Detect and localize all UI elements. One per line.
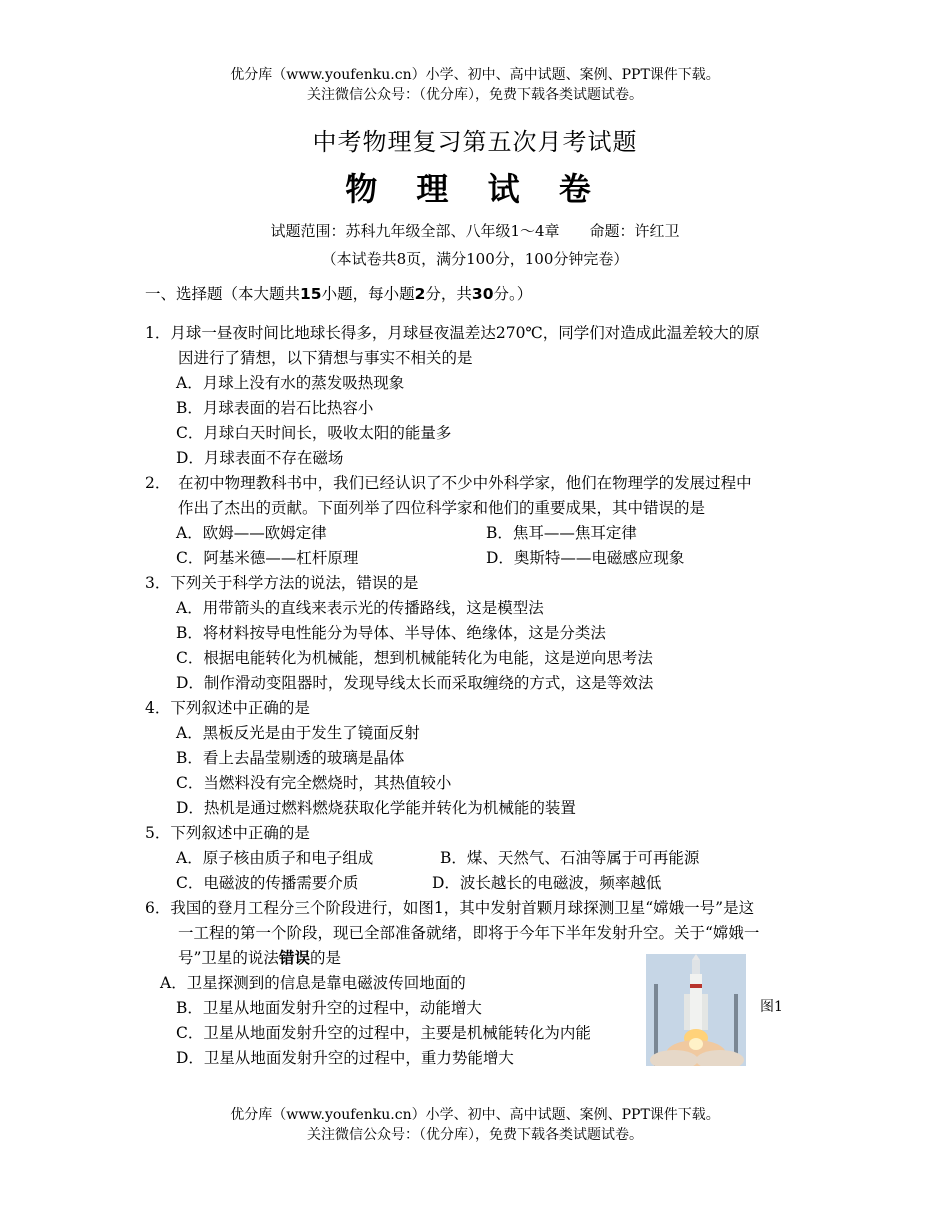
rocket-icon [646,954,746,1066]
q5-option-a: A．原子核由质子和电子组成 [176,849,374,867]
q1-stem: 1．月球一昼夜时间比地球长得多，月球昼夜温差达270℃，同学们对造成此温差较大的原 [145,324,760,342]
q5-stem: 5．下列叙述中正确的是 [145,824,310,842]
q1-stem-cont: 因进行了猜想，以下猜想与事实不相关的是 [178,349,473,367]
footer-line-1: 优分库（www.youfenku.cn）小学、初中、高中试题、案例、PPT课件下载。 [230,1107,720,1123]
q3-option-d: D．制作滑动变阻器时，发现导线太长而采取缠绕的方式，这是等效法 [176,674,654,692]
exam-note: （本试卷共8页，满分100分，100分钟完卷） [321,250,629,268]
exam-subject-title: 物 理 试 卷 [345,170,605,208]
q2-stem: 2． 在初中物理教科书中，我们已经认识了不少中外科学家，他们在物理学的发展过程中 [145,474,752,492]
q3-option-b: B．将材料按导电性能分为导体、半导体、绝缘体，这是分类法 [176,624,606,642]
q4-option-b: B．看上去晶莹剔透的玻璃是晶体 [176,749,405,767]
section-count: 15 [300,285,322,303]
q6-stem-cont: 一工程的第一个阶段，现已全部准备就绪，即将于今年下半年发射升空。关于“嫦娥一 [178,924,760,942]
q6-option-d: D．卫星从地面发射升空的过程中，重力势能增大 [176,1049,514,1067]
header-line-2: 关注微信公众号：（优分库），免费下载各类试题试卷。 [307,87,643,103]
q4-option-d: D．热机是通过燃料燃烧获取化学能并转化为机械能的装置 [176,799,576,817]
q6-stem: 6．我国的登月工程分三个阶段进行，如图1，其中发射首颗月球探测卫星“嫦娥一号”是这 [145,899,755,917]
q1-option-a: A．月球上没有水的蒸发吸热现象 [176,374,405,392]
q4-stem: 4．下列叙述中正确的是 [145,699,310,717]
q2-option-d: D．奥斯特——电磁感应现象 [486,549,685,567]
q5-option-b: B．煤、天然气、石油等属于可再能源 [440,849,700,867]
q6-option-a: A．卫星探测到的信息是靠电磁波传回地面的 [160,974,466,992]
section-text: 小题，每小题 [321,285,415,303]
footer-line-2: 关注微信公众号：（优分库），免费下载各类试题试卷。 [307,1127,643,1143]
q5-option-d: D．波长越长的电磁波，频率越低 [432,874,662,892]
section-points-each: 2 [414,285,426,303]
rocket-launch-image [646,954,746,1066]
q6-stem-cont-2 [178,947,341,969]
section-points-total: 30 [471,285,494,303]
figure-1-label: 图1 [760,999,783,1015]
q6-stem-text: 的是 [309,949,341,967]
q1-option-b: B．月球表面的岩石比热容小 [176,399,374,417]
q1-option-d: D．月球表面不存在磁场 [176,449,344,467]
q1-option-c: C．月球白天时间长，吸收太阳的能量多 [176,424,452,442]
q3-stem: 3．下列关于科学方法的说法，错误的是 [145,574,419,592]
exam-title: 中考物理复习第五次月考试题 [312,128,638,156]
section-heading [145,282,532,304]
q2-option-a: A．欧姆——欧姆定律 [176,524,327,542]
q2-option-c: C．阿基米德——杠杆原理 [176,549,359,567]
section-text: 分，共 [425,285,472,303]
q2-option-b: B．焦耳——焦耳定律 [486,524,637,542]
q4-option-c: C．当燃料没有完全燃烧时，其热值较小 [176,774,452,792]
q6-stem-emphasis: 错误 [278,949,310,967]
exam-scope: 试题范围：苏科九年级全部、八年级1～4章 命题：许红卫 [270,222,680,240]
q5-option-c: C．电磁波的传播需要介质 [176,874,359,892]
section-text: 分。） [493,285,533,303]
q3-option-c: C．根据电能转化为机械能，想到机械能转化为电能，这是逆向思考法 [176,649,653,667]
q3-option-a: A．用带箭头的直线来表示光的传播路线，这是模型法 [176,599,544,617]
section-text: 一、选择题（本大题共 [145,285,301,303]
q6-stem-text: 号”卫星的说法 [178,949,279,967]
q4-option-a: A．黑板反光是由于发生了镜面反射 [176,724,420,742]
header-line-1: 优分库（www.youfenku.cn）小学、初中、高中试题、案例、PPT课件下载。 [230,67,720,83]
q6-option-c: C．卫星从地面发射升空的过程中，主要是机械能转化为内能 [176,1024,591,1042]
q2-stem-cont: 作出了杰出的贡献。下面列举了四位科学家和他们的重要成果，其中错误的是 [178,499,706,517]
q6-option-b: B．卫星从地面发射升空的过程中，动能增大 [176,999,482,1017]
